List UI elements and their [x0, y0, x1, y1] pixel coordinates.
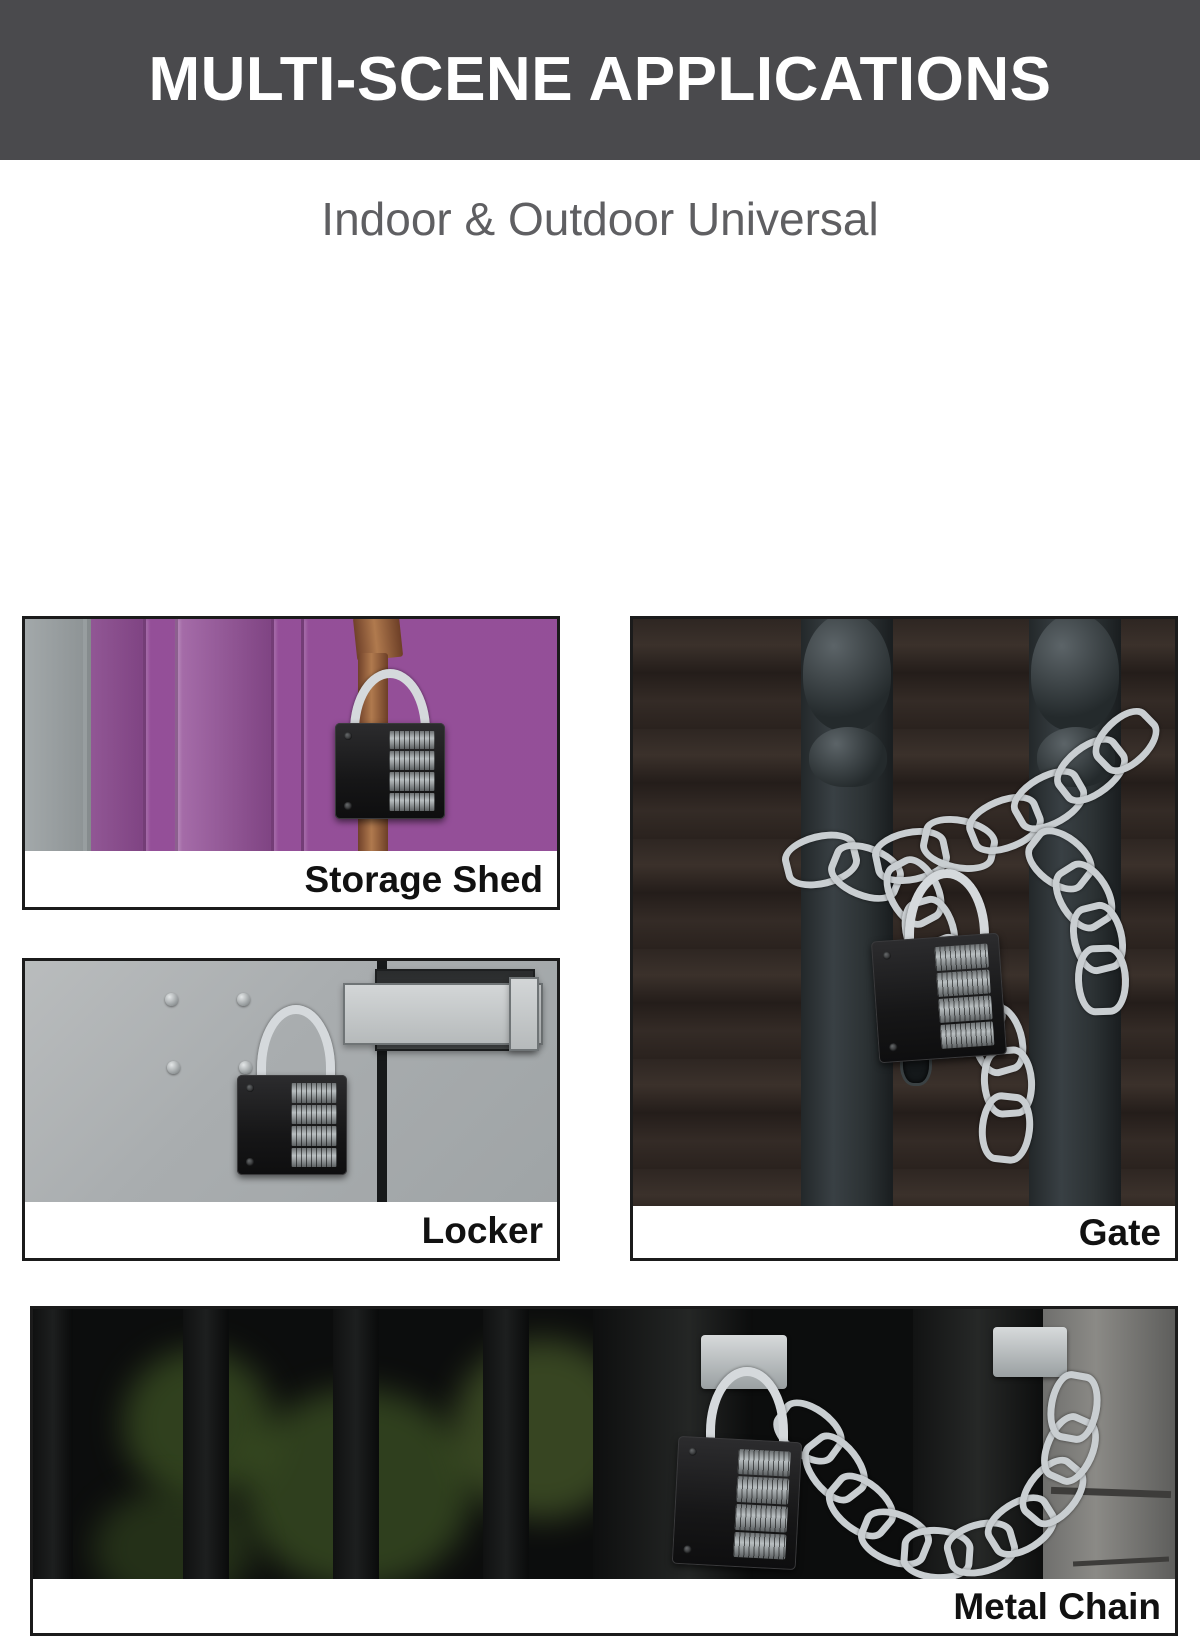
padlock-dial: [291, 1083, 337, 1103]
padlock-dial: [291, 1148, 337, 1168]
padlock-dial: [389, 772, 435, 791]
padlock-dial: [389, 731, 435, 750]
caption-label: Gate: [1078, 1211, 1161, 1253]
padlock-storage-shed: [335, 669, 445, 819]
padlock-body: [672, 1436, 803, 1570]
padlock-body: [335, 723, 445, 819]
scene-card-gate[interactable]: [630, 616, 1178, 1261]
gate-finial-ring: [809, 727, 887, 787]
padlock-dial: [733, 1531, 786, 1559]
page-title: MULTI-SCENE APPLICATIONS: [148, 45, 1052, 114]
padlock-dials: [291, 1082, 337, 1168]
padlock-screw: [683, 1545, 691, 1553]
padlock-metal-chain: [675, 1367, 799, 1567]
padlock-screw: [883, 951, 892, 960]
caption-label: Storage Shed: [304, 858, 543, 900]
padlock-screw: [344, 732, 352, 740]
caption-label: Metal Chain: [953, 1585, 1161, 1627]
chain-bracket: [993, 1327, 1067, 1377]
padlock-dials: [389, 730, 435, 813]
padlock-screw: [344, 802, 352, 810]
padlock-dial: [291, 1126, 337, 1146]
padlock-dial: [936, 969, 991, 997]
caption-bar-gate: [633, 1206, 1175, 1258]
locker-rivet: [165, 993, 178, 1006]
padlock-dials: [934, 942, 995, 1050]
padlock-screw: [246, 1158, 254, 1166]
gate-finial: [1031, 619, 1119, 731]
padlock-dial: [389, 793, 435, 812]
scene-card-locker[interactable]: [22, 958, 560, 1261]
padlock-dial: [940, 1022, 995, 1050]
caption-label: Locker: [421, 1209, 543, 1251]
caption-bar-metal-chain: [33, 1579, 1175, 1633]
locker-rivet: [167, 1061, 180, 1074]
padlock-body: [237, 1075, 347, 1175]
page-subtitle: Indoor & Outdoor Universal: [321, 193, 879, 245]
padlock-gate: [875, 869, 1003, 1059]
caption-bar-storage-shed: [25, 851, 557, 907]
padlock-dial: [734, 1504, 787, 1532]
chain-link: [1074, 944, 1130, 1016]
padlock-dial: [934, 943, 989, 971]
padlock-dial: [736, 1476, 789, 1504]
scene-gallery: [0, 278, 1200, 1627]
scene-card-storage-shed[interactable]: [22, 616, 560, 910]
caption-bar-locker: [25, 1202, 557, 1258]
locker-hasp-end: [509, 977, 539, 1051]
photo-gate: [633, 619, 1175, 1258]
padlock-screw: [688, 1447, 696, 1455]
header-band: [0, 0, 1200, 160]
padlock-dial: [389, 751, 435, 770]
gate-finial: [803, 619, 891, 731]
padlock-locker: [237, 1005, 347, 1175]
padlock-dials: [733, 1448, 791, 1561]
padlock-dial: [737, 1449, 790, 1477]
padlock-body: [871, 933, 1007, 1064]
padlock-dial: [938, 995, 993, 1023]
subtitle-band: [0, 160, 1200, 278]
scene-card-metal-chain[interactable]: [30, 1306, 1178, 1636]
padlock-screw: [246, 1084, 254, 1092]
padlock-dial: [291, 1105, 337, 1125]
padlock-screw: [889, 1043, 898, 1052]
